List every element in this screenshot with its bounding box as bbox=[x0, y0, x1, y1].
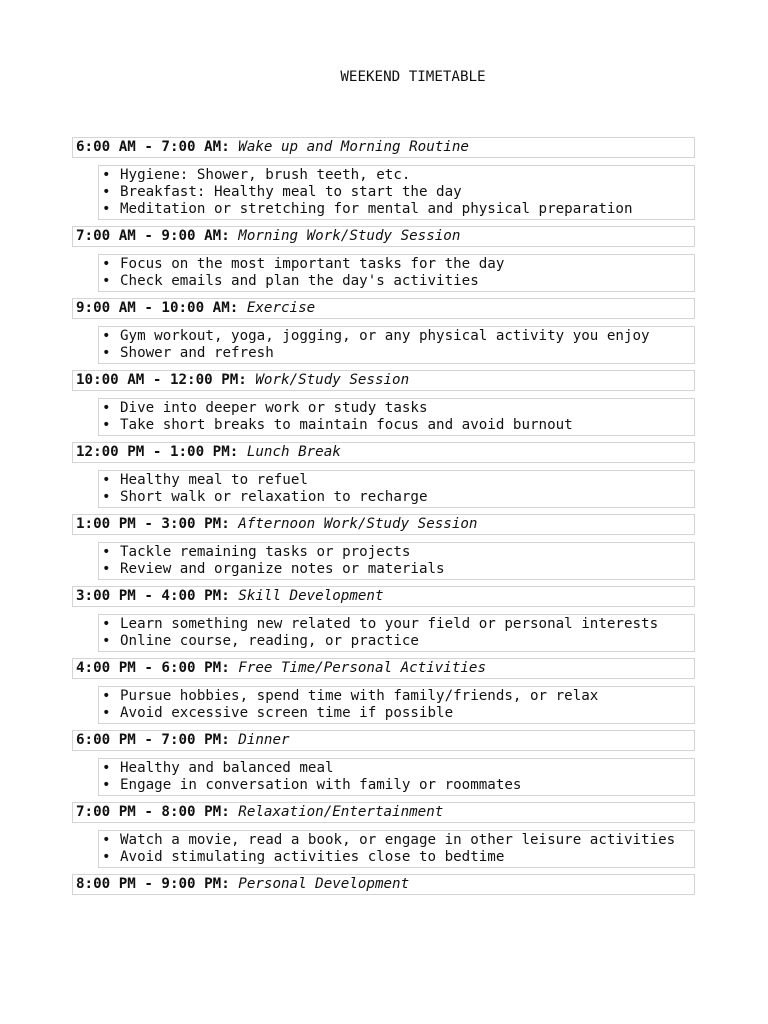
time-slot-header bbox=[72, 586, 695, 607]
activity-name: Skill Development bbox=[238, 588, 384, 604]
time-slot-header bbox=[72, 226, 695, 247]
list-item: • Tackle remaining tasks or projects bbox=[99, 544, 690, 561]
page-title: WEEKEND TIMETABLE bbox=[340, 69, 486, 85]
time-range: 9:00 AM - 10:00 AM: bbox=[76, 300, 239, 316]
list-item: • Gym workout, yoga, jogging, or any physical activity you enjoy bbox=[99, 328, 690, 345]
list-item: • Breakfast: Healthy meal to start the day bbox=[99, 184, 690, 201]
list-item: • Learn something new related to your field or personal interests bbox=[99, 616, 690, 633]
time-range: 4:00 PM - 6:00 PM: bbox=[76, 660, 230, 676]
list-item: • Meditation or stretching for mental and physical preparation bbox=[99, 201, 690, 218]
time-range: 6:00 PM - 7:00 PM: bbox=[76, 732, 230, 748]
activity-list bbox=[98, 165, 695, 220]
time-range: 6:00 AM - 7:00 AM: bbox=[76, 139, 230, 155]
activity-name: Lunch Break bbox=[246, 444, 341, 460]
time-slot-header bbox=[72, 298, 695, 319]
activity-list bbox=[98, 614, 695, 652]
time-range: 12:00 PM - 1:00 PM: bbox=[76, 444, 239, 460]
time-slot-header bbox=[72, 658, 695, 679]
activity-list bbox=[98, 542, 695, 580]
timetable bbox=[72, 137, 695, 902]
list-item: • Dive into deeper work or study tasks bbox=[99, 400, 690, 417]
list-item: • Hygiene: Shower, brush teeth, etc. bbox=[99, 167, 690, 184]
list-item: • Focus on the most important tasks for the day bbox=[99, 256, 690, 273]
list-item: • Engage in conversation with family or roommates bbox=[99, 777, 690, 794]
activity-name: Morning Work/Study Session bbox=[238, 228, 461, 244]
activity-list bbox=[98, 758, 695, 796]
time-slot-header bbox=[72, 874, 695, 895]
time-slot-header bbox=[72, 730, 695, 751]
list-item: • Healthy meal to refuel bbox=[99, 472, 690, 489]
list-item: • Avoid excessive screen time if possible bbox=[99, 705, 690, 722]
list-item: • Take short breaks to maintain focus and avoid burnout bbox=[99, 417, 690, 434]
time-range: 7:00 PM - 8:00 PM: bbox=[76, 804, 230, 820]
list-item: • Watch a movie, read a book, or engage in other leisure activities bbox=[99, 832, 690, 849]
list-item: • Shower and refresh bbox=[99, 345, 690, 362]
activity-list bbox=[98, 470, 695, 508]
time-slot-header bbox=[72, 137, 695, 158]
time-slot-header bbox=[72, 802, 695, 823]
time-slot-header bbox=[72, 514, 695, 535]
time-range: 8:00 PM - 9:00 PM: bbox=[76, 876, 230, 892]
activity-name: Personal Development bbox=[238, 876, 410, 892]
activity-name: Relaxation/Entertainment bbox=[238, 804, 444, 820]
activity-name: Afternoon Work/Study Session bbox=[238, 516, 478, 532]
activity-name: Free Time/Personal Activities bbox=[238, 660, 487, 676]
activity-list bbox=[98, 326, 695, 364]
activity-list bbox=[98, 830, 695, 868]
time-range: 7:00 AM - 9:00 AM: bbox=[76, 228, 230, 244]
list-item: • Healthy and balanced meal bbox=[99, 760, 690, 777]
activity-list bbox=[98, 398, 695, 436]
activity-list bbox=[98, 254, 695, 292]
time-range: 3:00 PM - 4:00 PM: bbox=[76, 588, 230, 604]
list-item: • Review and organize notes or materials bbox=[99, 561, 690, 578]
time-range: 10:00 AM - 12:00 PM: bbox=[76, 372, 247, 388]
activity-name: Wake up and Morning Routine bbox=[238, 139, 469, 155]
activity-name: Work/Study Session bbox=[255, 372, 410, 388]
activity-name: Exercise bbox=[246, 300, 316, 316]
list-item: • Check emails and plan the day's activities bbox=[99, 273, 690, 290]
time-slot-header bbox=[72, 442, 695, 463]
list-item: • Short walk or relaxation to recharge bbox=[99, 489, 690, 506]
list-item: • Avoid stimulating activities close to bedtime bbox=[99, 849, 690, 866]
activity-list bbox=[98, 686, 695, 724]
list-item: • Pursue hobbies, spend time with family/friends, or relax bbox=[99, 688, 690, 705]
list-item: • Online course, reading, or practice bbox=[99, 633, 690, 650]
time-slot-header bbox=[72, 370, 695, 391]
time-range: 1:00 PM - 3:00 PM: bbox=[76, 516, 230, 532]
activity-name: Dinner bbox=[238, 732, 290, 748]
